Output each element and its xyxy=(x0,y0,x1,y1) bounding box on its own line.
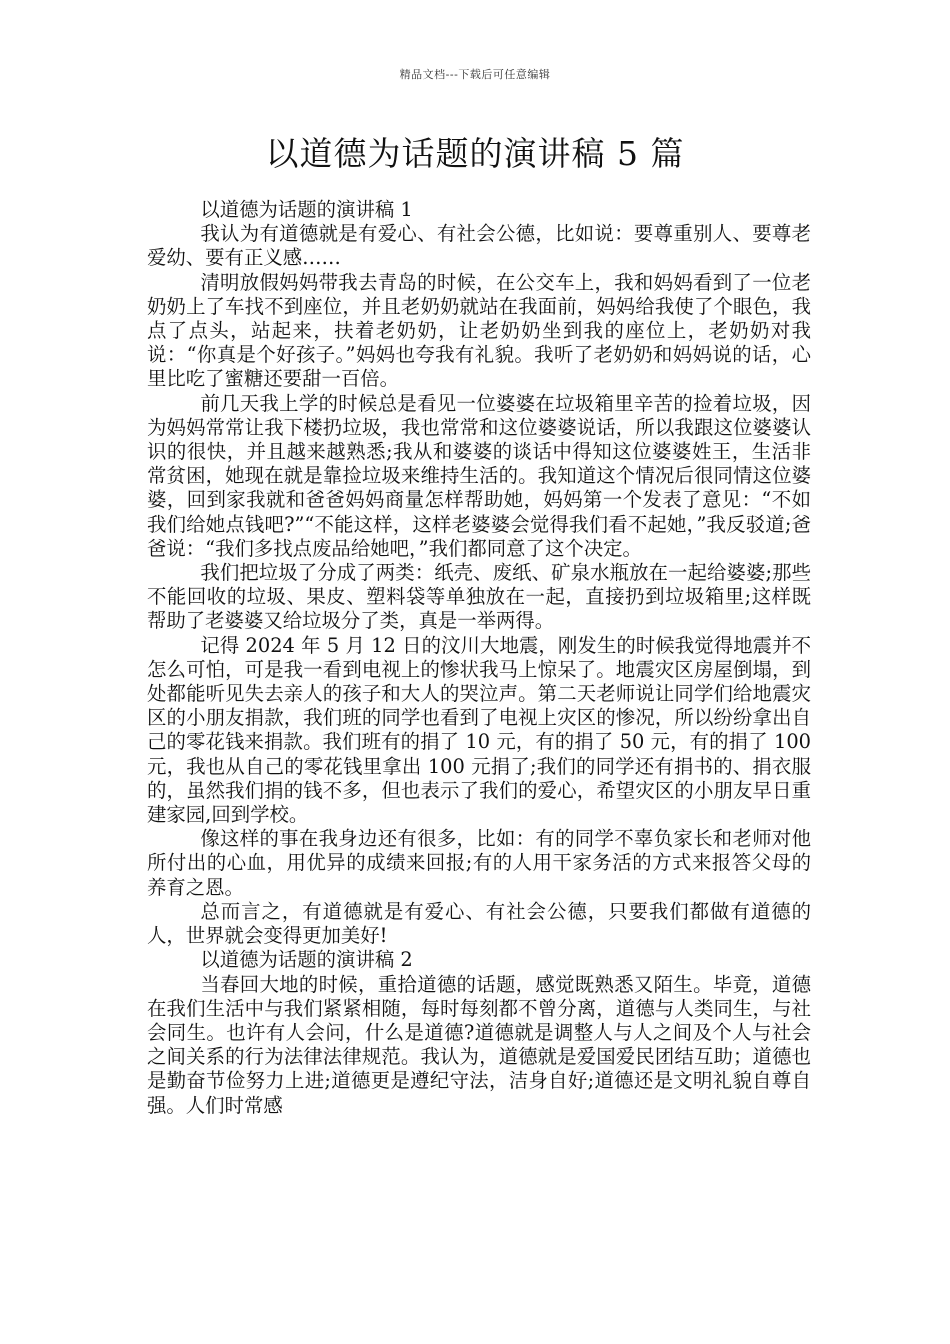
paragraph: 清明放假妈妈带我去青岛的时候，在公交车上，我和妈妈看到了一位老奶奶上了车找不到座位，并且老奶奶就站在我面前，妈妈给我使了个眼色，我点了点头，站起来，扶着老奶奶，让老奶奶坐到我的座位上，老奶奶对我说：“你真是个好孩子。”妈妈也夸我有礼貌。我听了老奶奶和妈妈说的话，心里比吃了蜜糖还要甜一百倍。 xyxy=(147,270,811,391)
document-title: 以道德为话题的演讲稿 5 篇 xyxy=(265,134,685,173)
paragraph: 总而言之，有道德就是有爱心、有社会公德，只要我们都做有道德的人，世界就会变得更加美好! xyxy=(147,899,811,948)
paragraph: 我们把垃圾了分成了两类：纸壳、废纸、矿泉水瓶放在一起给婆婆;那些不能回收的垃圾、果皮、塑料袋等单独放在一起，直接扔到垃圾箱里;这样既帮助了老婆婆又给垃圾分了类，真是一举两得。 xyxy=(147,561,811,633)
paragraph: 前几天我上学的时候总是看见一位婆婆在垃圾箱里辛苦的捡着垃圾，因为妈妈常常让我下楼扔垃圾，我也常常和这位婆婆说话，所以我跟这位婆婆认识的很快，并且越来越熟悉;我从和婆婆的谈话中得知这位婆婆姓王，生活非常贫困，她现在就是靠捡垃圾来维持生活的。我知道这个情况后很同情这位婆婆，回到家我就和爸爸妈妈商量怎样帮助她，妈妈第一个发表了意见：“不如我们给她点钱吧?”“不能这样，这样老婆婆会觉得我们看不起她，”我反驳道;爸爸说：“我们多找点废品给她吧，”我们都同意了这个决定。 xyxy=(147,391,811,560)
section-heading-1: 以道德为话题的演讲稿 1 xyxy=(200,198,413,221)
paragraph: 我认为有道德就是有爱心、有社会公德，比如说：要尊重别人、要尊老爱幼、要有正义感…… xyxy=(147,222,811,270)
section-heading-2: 以道德为话题的演讲稿 2 xyxy=(200,948,413,972)
document-body xyxy=(147,198,811,1118)
header-note: 精品文档---下载后可任意编辑 xyxy=(399,68,551,81)
paragraph: 当春回大地的时候，重拾道德的话题，感觉既熟悉又陌生。毕竟，道德在我们生活中与我们紧紧相随，每时每刻都不曾分离，道德与人类同生，与社会同生。也许有人会问，什么是道德?道德就是调整人与人之间及个人与社会之间关系的行为法律法律规范。我认为，道德就是爱国爱民团结互助；道德也是勤奋节俭努力上进;道德更是遵纪守法，洁身自好;道德还是文明礼貌自尊自强。人们时常感 xyxy=(147,972,811,1117)
paragraph: 记得 2024 年 5 月 12 日的汶川大地震，刚发生的时候我觉得地震并不怎么可怕，可是我一看到电视上的惨状我马上惊呆了。地震灾区房屋倒塌，到处都能听见失去亲人的孩子和大人的哭泣声。第二天老师说让同学们给地震灾区的小朋友捐款，我们班的同学也看到了电视上灾区的惨况，所以纷纷拿出自己的零花钱来捐款。我们班有的捐了 10 元，有的捐了 50 元，有的捐了 100 元，我也从自己的零花钱里拿出 100 元捐了;我们的同学还有捐书的、捐衣服的，虽然我们捐的钱不多，但也表示了我们的爱心，希望灾区的小朋友早日重建家园,回到学校。 xyxy=(147,633,811,827)
paragraph: 像这样的事在我身边还有很多，比如：有的同学不辜负家长和老师对他所付出的心血，用优异的成绩来回报;有的人用干家务活的方式来报答父母的养育之恩。 xyxy=(147,827,811,899)
